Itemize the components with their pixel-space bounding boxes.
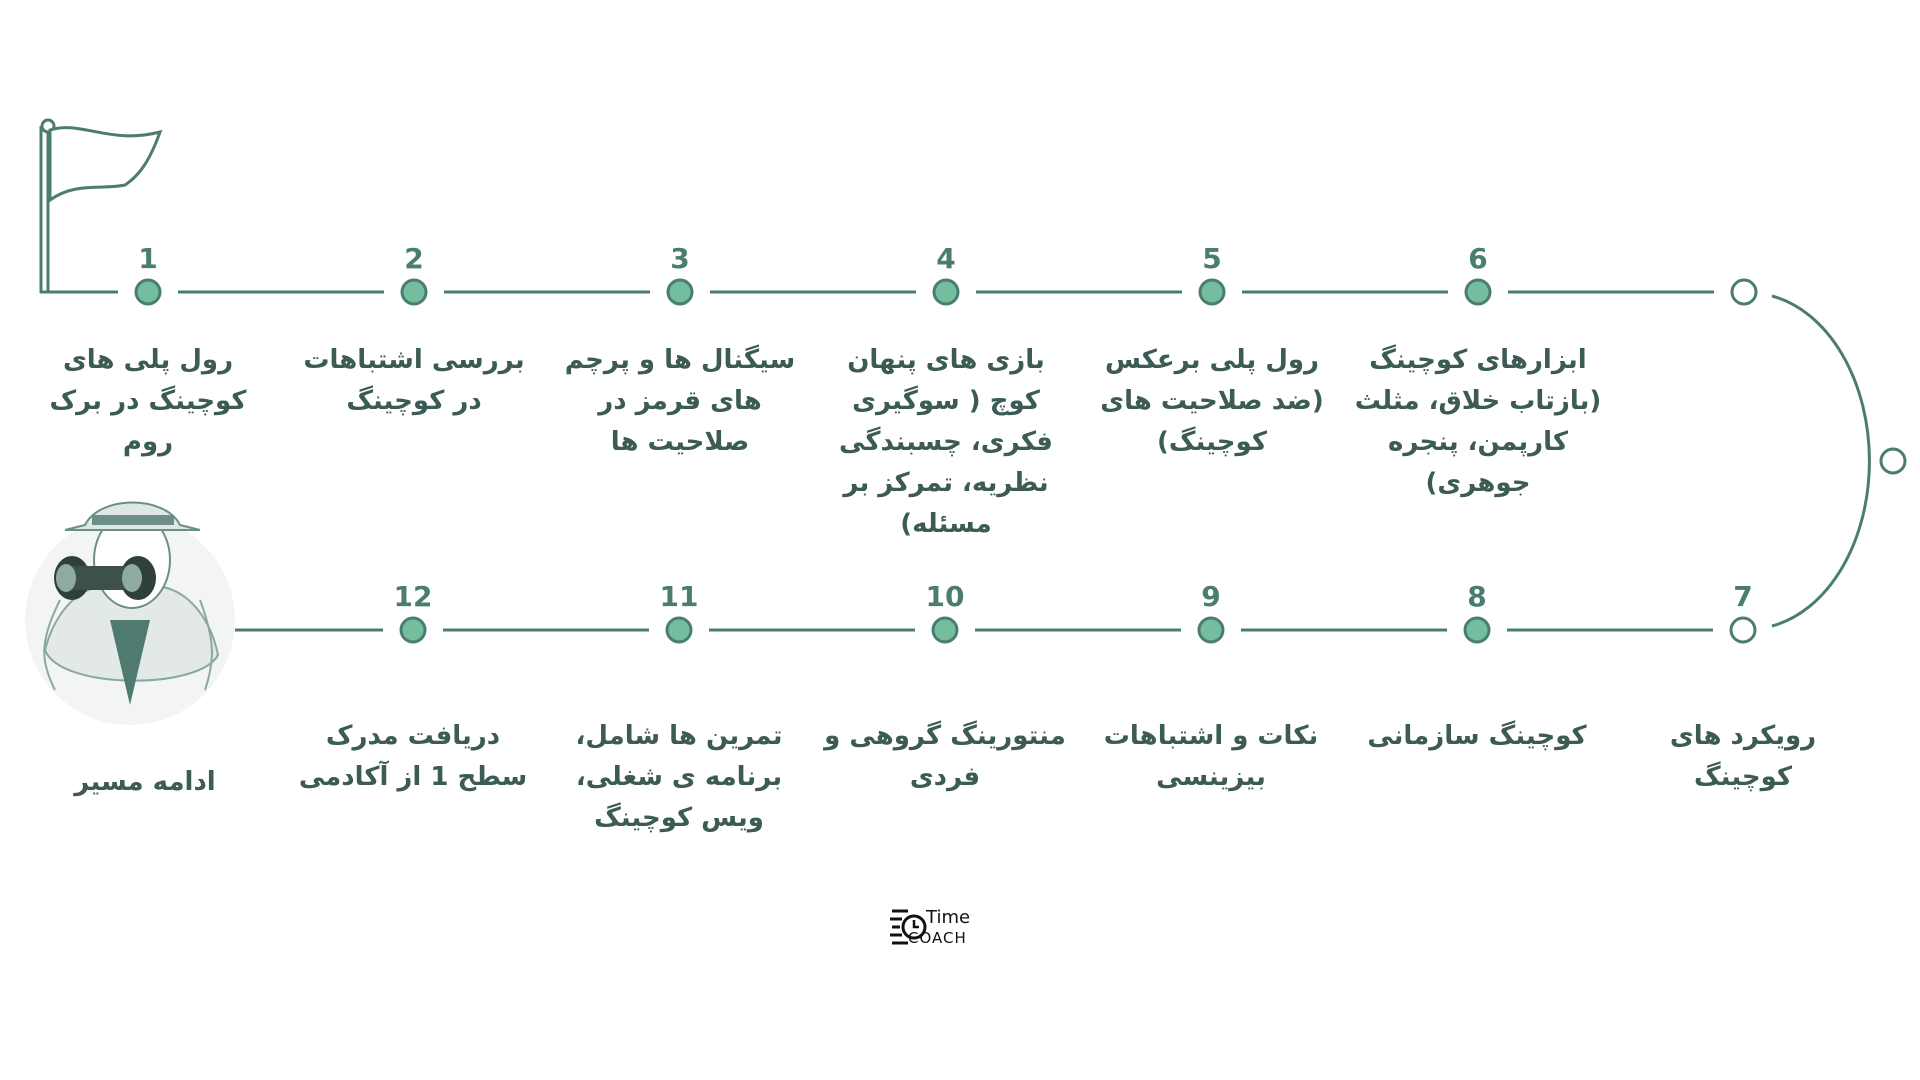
- step-node: [1731, 618, 1755, 642]
- binoculars-person-icon: [25, 503, 235, 726]
- end-label: ادامه مسیر: [74, 767, 216, 797]
- waypoint-node: [1732, 280, 1756, 304]
- step-number: 10: [925, 580, 965, 613]
- step-label: بازی های پنهان کوچ ( سوگیری فکری، چسبندگی نظریه، تمرکز بر مسئله): [839, 345, 1053, 539]
- step-label: رویکرد های کوچینگ: [1669, 721, 1817, 792]
- step-node: [1200, 280, 1224, 304]
- step-number: 12: [393, 580, 433, 613]
- step-node: [401, 618, 425, 642]
- step-number: 4: [936, 242, 956, 275]
- step-label: کوچینگ سازمانی: [1367, 721, 1587, 751]
- step-label: سیگنال ها و پرچم های قرمز در صلاحیت ها: [564, 345, 796, 457]
- step-label: رول پلی برعکس (ضد صلاحیت های کوچینگ): [1100, 345, 1324, 457]
- step-number: 7: [1733, 580, 1753, 613]
- waypoint-node: [1881, 449, 1905, 473]
- step-number: 3: [670, 242, 690, 275]
- step-label: تمرین ها شامل، برنامه ی شغلی، ویس کوچینگ: [575, 721, 783, 833]
- step-label: نکات و اشتباهات بیزینسی: [1103, 721, 1319, 792]
- step-node: [402, 280, 426, 304]
- step-node: [667, 618, 691, 642]
- step-node: [1465, 618, 1489, 642]
- step-label: دریافت مدرک سطح 1 از آکادمی: [298, 721, 528, 792]
- path-turn: [1772, 296, 1869, 626]
- logo-word-time: Time: [926, 907, 971, 928]
- step-label: رول پلی های کوچینگ در برک روم: [49, 345, 247, 457]
- step-label: ابزارهای کوچینگ (بازتاب خلاق، مثلث کارپمن، پنجره جوهری): [1354, 345, 1602, 498]
- step-number: 5: [1202, 242, 1222, 275]
- step-number: 1: [138, 242, 158, 275]
- step-node: [136, 280, 160, 304]
- logo-word-coach: COACH: [908, 929, 967, 947]
- step-node: [1466, 280, 1490, 304]
- step-node: [933, 618, 957, 642]
- step-number: 11: [659, 580, 699, 613]
- step-number: 8: [1467, 580, 1487, 613]
- step-node: [668, 280, 692, 304]
- step-node: [934, 280, 958, 304]
- step-number: 2: [404, 242, 424, 275]
- time-coach-logo: [888, 905, 998, 955]
- step-number: 6: [1468, 242, 1488, 275]
- step-number: 9: [1201, 580, 1221, 613]
- step-node: [1199, 618, 1223, 642]
- step-label: منتورینگ گروهی و فردی: [824, 721, 1066, 792]
- step-label: بررسی اشتباهات در کوچینگ: [303, 345, 525, 416]
